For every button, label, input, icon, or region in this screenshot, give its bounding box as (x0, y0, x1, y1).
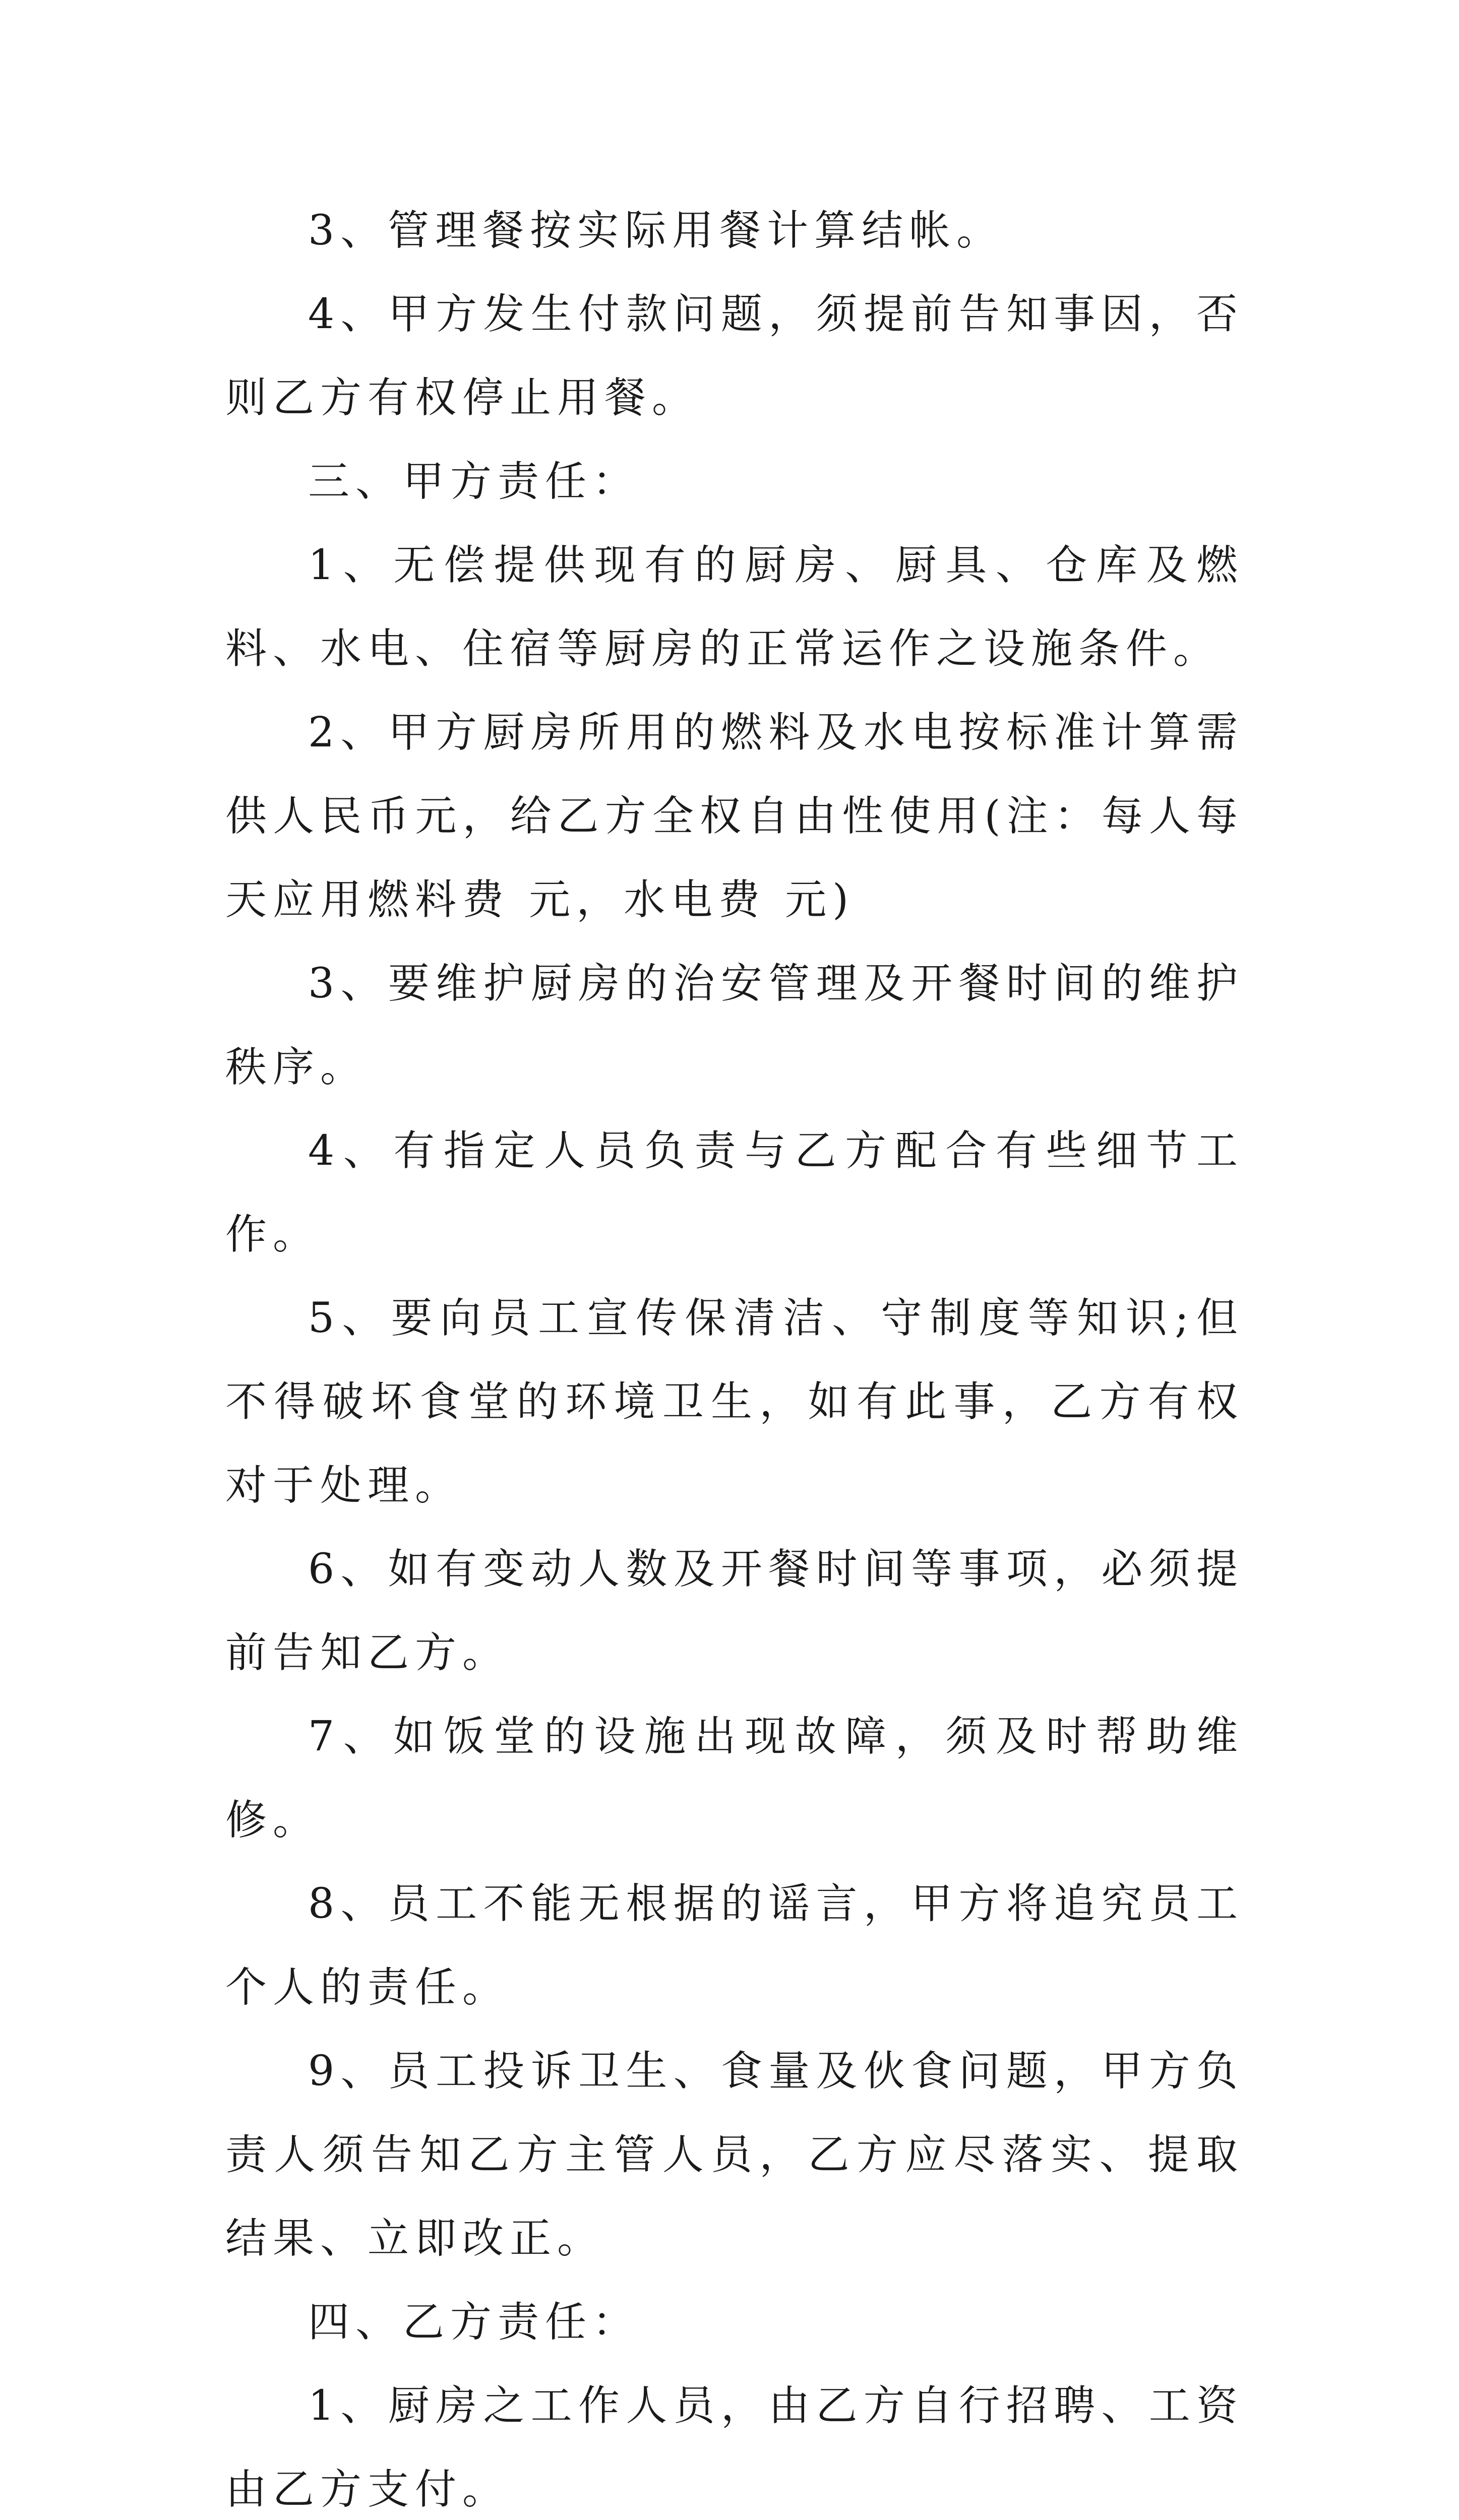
party-a-clause-6: 6、如有变动人数及开餐时间等事项，必须提前告知乙方。 (225, 1545, 1244, 1677)
clause-4-payment-issue: 4、甲方发生付款问题，须提前告知事因，否则乙方有权停止用餐。 (225, 290, 1244, 422)
party-a-clause-1: 1、无偿提供现有的厨房、厨具、仓库及燃料、水电、住宿等厨房的正常运作之设施条件。 (225, 541, 1244, 673)
section-heading-party-b: 四、乙方责任： (308, 2298, 640, 2346)
document-body (225, 189, 1244, 2520)
section-heading-party-a: 三、甲方责任： (308, 458, 640, 506)
party-a-clause-2: 2、甲方厨房所用的燃料及水电按标准计算需供人民币元，给乙方全权自由性使用(注：每人每天应用燃料费 元，水电费 元) (225, 709, 1244, 924)
party-a-clause-4: 4、有指定人员负责与乙方配合有些细节工作。 (225, 1127, 1244, 1258)
party-a-clause-7: 7、如饭堂的设施出现故障，须及时帮助维修。 (225, 1713, 1244, 1844)
party-a-clause-8: 8、员工不能无根据的谣言，甲方将追究员工个人的责任。 (225, 1880, 1244, 2011)
party-a-clause-3: 3、要维护厨房的治安管理及开餐时间的维护秩序。 (225, 960, 1244, 1091)
party-a-clause-9: 9、员工投诉卫生、食量及伙食问题，甲方负责人须告知乙方主管人员，乙方应尽落实、提取结果、立即改正。 (225, 2047, 1244, 2262)
clause-3-meal-billing: 3、管理餐按实际用餐计算结帐。 (308, 207, 1004, 255)
party-b-clause-1: 1、厨房之工作人员，由乙方自行招聘、工资由乙方支付。 (225, 2382, 1244, 2513)
party-a-clause-5: 5、要向员工宣传保清洁、守制度等知识;但不得破坏食堂的环境卫生，如有此事，乙方有权对于处理。 (225, 1294, 1244, 1509)
